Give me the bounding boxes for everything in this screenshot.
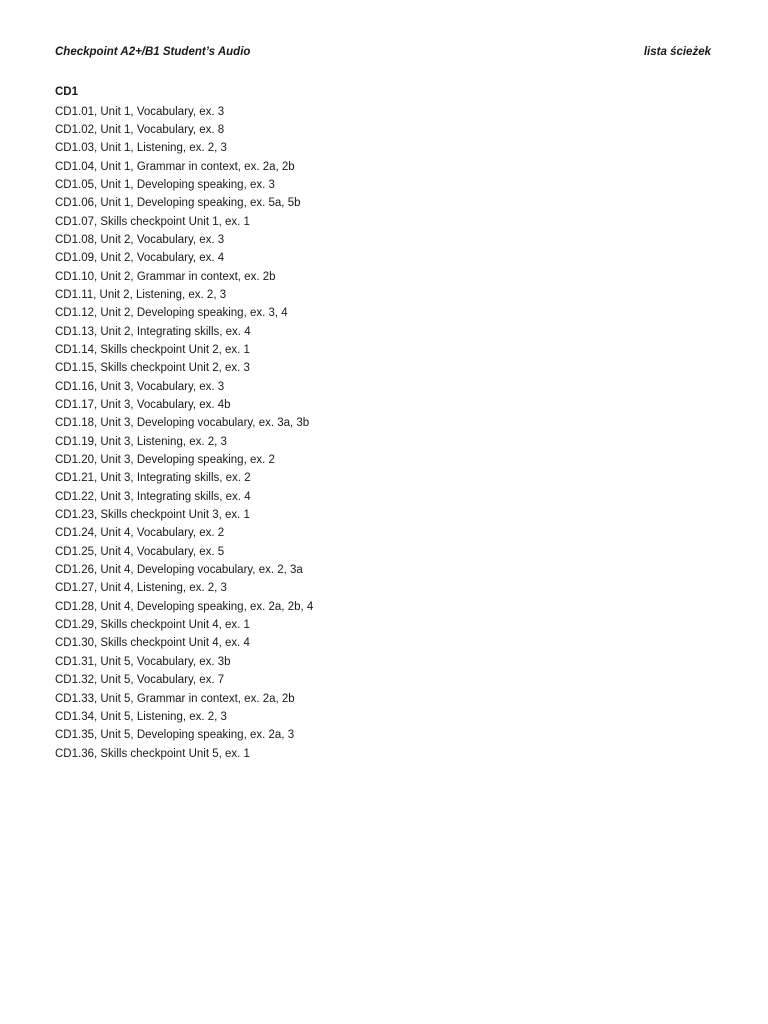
list-item: CD1.17, Unit 3, Vocabulary, ex. 4b bbox=[55, 399, 231, 411]
section-title: CD1 bbox=[55, 86, 79, 98]
list-item: CD1.13, Unit 2, Integrating skills, ex. 4 bbox=[55, 325, 251, 338]
list-item: CD1.15, Skills checkpoint Unit 2, ex. 3 bbox=[55, 362, 250, 375]
list-item: CD1.14, Skills checkpoint Unit 2, ex. 1 bbox=[55, 343, 250, 356]
list-item: CD1.29, Skills checkpoint Unit 4, ex. 1 bbox=[55, 619, 250, 632]
list-item: CD1.31, Unit 5, Vocabulary, ex. 3b bbox=[55, 655, 231, 668]
track-list bbox=[55, 103, 313, 763]
list-item: CD1.04, Unit 1, Grammar in context, ex. 2a, 2b bbox=[55, 160, 295, 173]
list-item: CD1.35, Unit 5, Developing speaking, ex. 2a, 3 bbox=[55, 729, 295, 742]
list-item: CD1.30, Skills checkpoint Unit 4, ex. 4 bbox=[55, 637, 250, 650]
list-item: CD1.28, Unit 4, Developing speaking, ex. 2a, 2b, 4 bbox=[55, 600, 314, 613]
list-item: CD1.36, Skills checkpoint Unit 5, ex. 1 bbox=[55, 747, 250, 760]
list-item: CD1.19, Unit 3, Listening, ex. 2, 3 bbox=[55, 435, 227, 448]
list-item: CD1.12, Unit 2, Developing speaking, ex. 3, 4 bbox=[55, 307, 288, 320]
document-title: Checkpoint A2+/B1 Student’s Audio bbox=[55, 46, 251, 58]
list-item: CD1.05, Unit 1, Developing speaking, ex. 3 bbox=[55, 178, 275, 191]
list-item: CD1.25, Unit 4, Vocabulary, ex. 5 bbox=[55, 545, 225, 558]
page-header bbox=[55, 46, 711, 64]
list-item: CD1.18, Unit 3, Developing vocabulary, ex. 3a, 3b bbox=[55, 417, 310, 430]
list-item: CD1.26, Unit 4, Developing vocabulary, ex. 2, 3a bbox=[55, 564, 303, 577]
list-item: CD1.24, Unit 4, Vocabulary, ex. 2 bbox=[55, 527, 225, 540]
list-item: CD1.02, Unit 1, Vocabulary, ex. 8 bbox=[55, 123, 225, 136]
list-item: CD1.06, Unit 1, Developing speaking, ex. 5a, 5b bbox=[55, 197, 301, 210]
list-item: CD1.03, Unit 1, Listening, ex. 2, 3 bbox=[55, 142, 227, 155]
list-item: CD1.10, Unit 2, Grammar in context, ex. 2b bbox=[55, 270, 276, 283]
list-item: CD1.01, Unit 1, Vocabulary, ex. 3 bbox=[55, 105, 225, 118]
list-item: CD1.08, Unit 2, Vocabulary, ex. 3 bbox=[55, 233, 225, 246]
list-item: CD1.34, Unit 5, Listening, ex. 2, 3 bbox=[55, 710, 227, 723]
list-item: CD1.21, Unit 3, Integrating skills, ex. 2 bbox=[55, 472, 251, 485]
list-item: CD1.22, Unit 3, Integrating skills, ex. 4 bbox=[55, 490, 251, 503]
list-item: CD1.07, Skills checkpoint Unit 1, ex. 1 bbox=[55, 215, 250, 228]
list-item: CD1.23, Skills checkpoint Unit 3, ex. 1 bbox=[55, 509, 250, 522]
list-item: CD1.20, Unit 3, Developing speaking, ex. 2 bbox=[55, 454, 275, 467]
list-item: CD1.09, Unit 2, Vocabulary, ex. 4 bbox=[55, 252, 225, 265]
list-item: CD1.32, Unit 5, Vocabulary, ex. 7 bbox=[55, 674, 225, 687]
list-item: CD1.16, Unit 3, Vocabulary, ex. 3 bbox=[55, 380, 225, 393]
list-item: CD1.27, Unit 4, Listening, ex. 2, 3 bbox=[55, 582, 227, 595]
header-right-label: lista ścieżek bbox=[643, 46, 711, 58]
list-item: CD1.11, Unit 2, Listening, ex. 2, 3 bbox=[55, 288, 227, 301]
list-item: CD1.33, Unit 5, Grammar in context, ex. 2a, 2b bbox=[55, 692, 295, 705]
